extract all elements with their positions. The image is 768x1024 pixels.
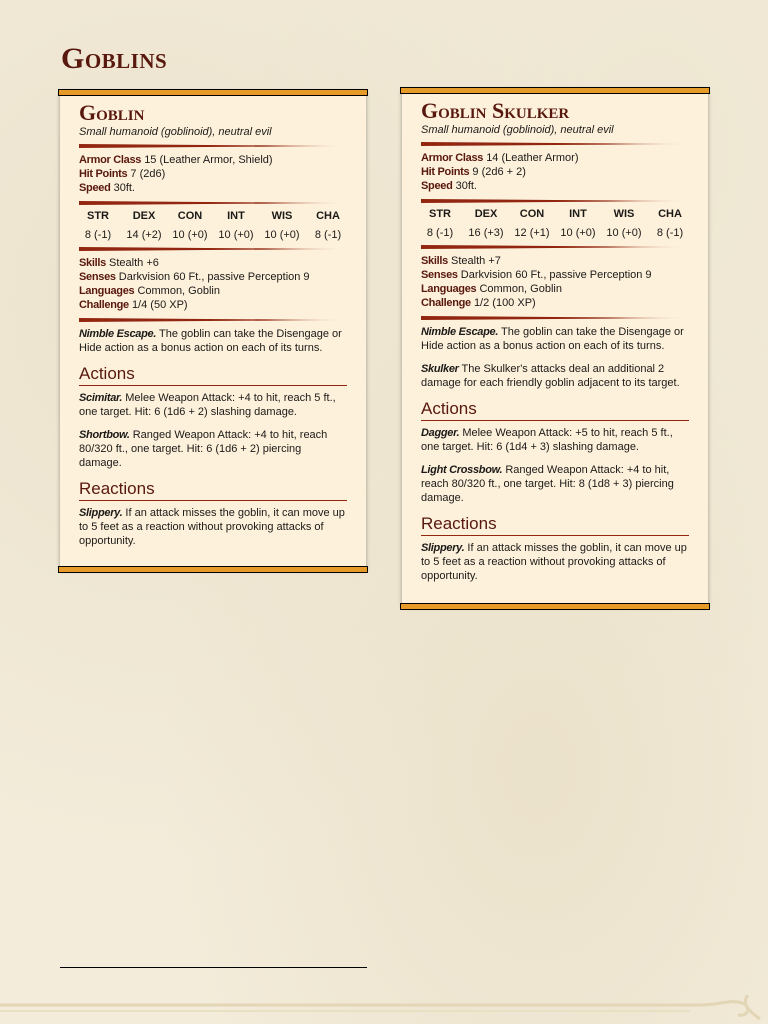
divider — [79, 144, 347, 148]
hit-points: Hit Points 7 (2d6) — [79, 168, 166, 180]
trait: Skulker The Skulker's attacks deal an additional 2 damage for each friendly goblin adjacent to its target. — [421, 363, 680, 389]
ability-dex: DEX 16 (+3) — [468, 208, 504, 239]
divider — [421, 316, 689, 320]
ability-scores — [75, 210, 351, 241]
monster-name: Goblin Skulker — [421, 98, 570, 123]
divider — [79, 201, 347, 205]
challenge: Challenge 1/4 (50 XP) — [79, 299, 188, 311]
languages: Languages Common, Goblin — [421, 283, 562, 295]
monster-type: Small humanoid (goblinoid), neutral evil — [79, 126, 272, 138]
actions-heading: Actions — [421, 399, 689, 421]
ability-cha: CHA 8 (-1) — [656, 208, 684, 239]
languages: Languages Common, Goblin — [79, 285, 220, 297]
monster-name: Goblin — [79, 100, 145, 125]
action: Dagger. Melee Weapon Attack: +5 to hit, reach 5 ft., one target. Hit: 6 (1d4 + 3) slashing damage. — [421, 427, 673, 453]
reaction: Slippery. If an attack misses the goblin, it can move up to 5 feet as a reaction without provoking attacks of opportunity. — [79, 507, 345, 547]
page-border-ornament — [0, 995, 768, 1024]
ability-int: INT 10 (+0) — [560, 208, 596, 239]
reactions-heading: Reactions — [79, 479, 347, 501]
action: Scimitar. Melee Weapon Attack: +4 to hit, reach 5 ft., one target. Hit: 6 (1d6 + 2) slashing damage. — [79, 392, 336, 418]
footnote-rule — [60, 967, 367, 968]
senses: Senses Darkvision 60 Ft., passive Perception 9 — [421, 269, 652, 281]
trait: Nimble Escape. The goblin can take the Disengage or Hide action as a bonus action on each of its turns. — [79, 328, 342, 354]
speed: Speed 30ft. — [421, 180, 477, 192]
ability-scores — [417, 208, 693, 239]
actions-heading: Actions — [79, 364, 347, 386]
hit-points: Hit Points 9 (2d6 + 2) — [421, 166, 526, 178]
reaction: Slippery. If an attack misses the goblin, it can move up to 5 feet as a reaction without provoking attacks of opportunity. — [421, 542, 687, 582]
ability-str: STR 8 (-1) — [426, 208, 454, 239]
ability-wis: WIS 10 (+0) — [264, 210, 300, 241]
divider — [421, 142, 689, 146]
ability-con: CON 10 (+0) — [172, 210, 208, 241]
monster-type: Small humanoid (goblinoid), neutral evil — [421, 124, 614, 136]
action: Light Crossbow. Ranged Weapon Attack: +4 to hit, reach 80/320 ft., one target. Hit: 8 (1d8 + 3) piercing damage. — [421, 464, 674, 504]
ability-str: STR 8 (-1) — [84, 210, 112, 241]
challenge: Challenge 1/2 (100 XP) — [421, 297, 536, 309]
stat-block-goblin-skulker — [402, 90, 708, 607]
speed: Speed 30ft. — [79, 182, 135, 194]
divider — [421, 199, 689, 203]
ability-int: INT 10 (+0) — [218, 210, 254, 241]
trait: Nimble Escape. The goblin can take the Disengage or Hide action as a bonus action on each of its turns. — [421, 326, 684, 352]
divider — [421, 245, 689, 249]
armor-class: Armor Class 14 (Leather Armor) — [421, 152, 579, 164]
reactions-heading: Reactions — [421, 514, 689, 536]
ability-con: CON 12 (+1) — [514, 208, 550, 239]
senses: Senses Darkvision 60 Ft., passive Perception 9 — [79, 271, 310, 283]
skills: Skills Stealth +7 — [421, 255, 501, 267]
page-title: Goblins — [61, 42, 168, 75]
skills: Skills Stealth +6 — [79, 257, 159, 269]
action: Shortbow. Ranged Weapon Attack: +4 to hit, reach 80/320 ft., one target. Hit: 6 (1d6 + 2) piercing damage. — [79, 429, 328, 469]
ability-cha: CHA 8 (-1) — [314, 210, 342, 241]
divider — [79, 247, 347, 251]
divider — [79, 318, 347, 322]
armor-class: Armor Class 15 (Leather Armor, Shield) — [79, 154, 273, 166]
ability-wis: WIS 10 (+0) — [606, 208, 642, 239]
stat-block-goblin — [60, 92, 366, 570]
ability-dex: DEX 14 (+2) — [126, 210, 162, 241]
